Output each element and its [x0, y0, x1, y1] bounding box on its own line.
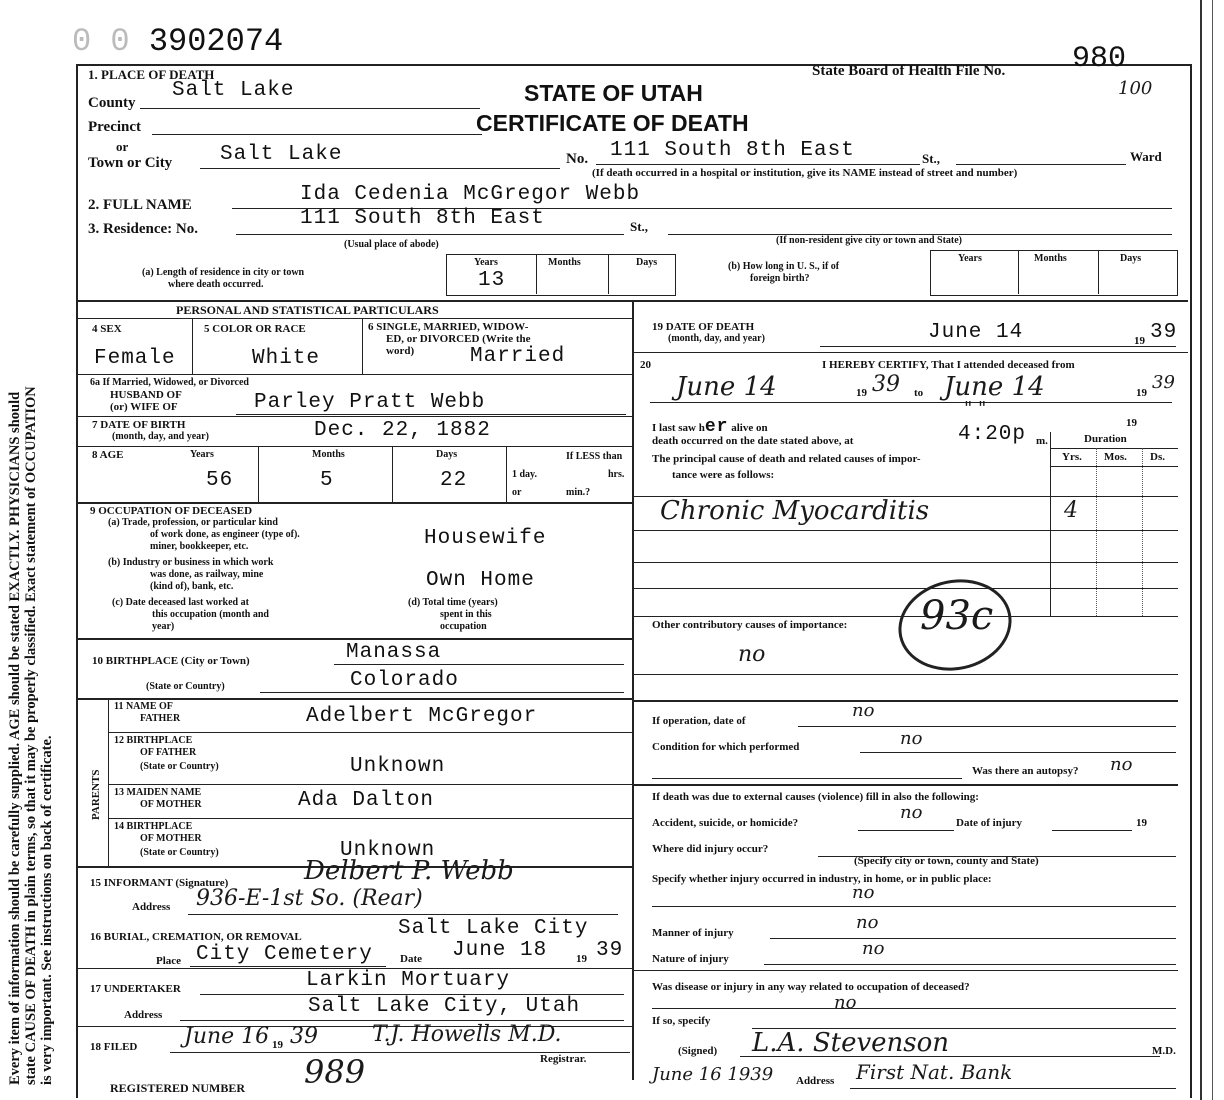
- injury-date-year-prefix: 19: [1136, 817, 1147, 829]
- age-less-a: If LESS than: [566, 451, 623, 462]
- injury-where-note: (Specify city or town, county and State): [854, 855, 1039, 867]
- manner-label: Manner of injury: [652, 927, 734, 939]
- precinct-label: Precinct: [88, 119, 142, 135]
- accident-value: no: [900, 802, 923, 823]
- fbp-label-b: OF FATHER: [140, 747, 197, 758]
- birthplace-state: Colorado: [350, 669, 459, 692]
- nature-value: no: [862, 938, 885, 959]
- duration-header: Duration: [1084, 433, 1127, 445]
- full-name-label: 2. FULL NAME: [88, 197, 192, 213]
- age-months-header: Months: [312, 449, 345, 460]
- usual-abode-note: (Usual place of abode): [344, 239, 439, 250]
- attended-from-year-prefix: 19: [856, 387, 867, 399]
- file-no-label: State Board of Health File No.: [812, 63, 1006, 79]
- birth-date-label-a: 7 DATE OF BIRTH: [92, 419, 186, 431]
- specify-label: If so, specify: [652, 1015, 711, 1027]
- spouse-label-b: HUSBAND OF: [110, 389, 182, 401]
- fbp-label-c: (State or Country): [140, 761, 219, 772]
- occ-b1: (b) Industry or business in which work: [108, 557, 274, 568]
- occ-b2: was done, as railway, mine: [150, 569, 264, 580]
- ward-label: Ward: [1130, 149, 1162, 164]
- mother-label-a: 13 MAIDEN NAME: [114, 787, 202, 798]
- age-years-value: 56: [206, 469, 234, 492]
- death-time-suffix: m.: [1036, 435, 1048, 447]
- occ-c1: (c) Date deceased last worked at: [112, 597, 249, 608]
- duration-ds-header: Ds.: [1150, 451, 1165, 463]
- age-label: 8 AGE: [92, 449, 124, 461]
- residence-value: 111 South 8th East: [300, 207, 545, 230]
- mbp-label-a: 14 BIRTHPLACE: [114, 821, 193, 832]
- occ-d2: spent in this: [440, 609, 492, 620]
- occ-c2: this occupation (month and: [152, 609, 269, 620]
- town-value: Salt Lake: [220, 143, 343, 166]
- occ-a2: of work done, as engineer (type of).: [150, 529, 300, 540]
- cause-label-b: tance were as follows:: [672, 469, 775, 481]
- birthplace-state-label: (State or Country): [146, 681, 225, 692]
- death-date-label-a: 19 DATE OF DEATH: [652, 321, 755, 333]
- death-year-prefix: 19: [1134, 335, 1145, 347]
- full-name-value: Ida Cedenia McGregor Webb: [300, 183, 641, 206]
- principal-cause: Chronic Myocarditis: [660, 496, 930, 526]
- last-saw-year-prefix: 19: [1126, 417, 1137, 429]
- death-occurred-label: death occurred on the date stated above, at: [652, 435, 854, 447]
- occupation-label: 9 OCCUPATION OF DECEASED: [90, 505, 253, 517]
- parents-side-label: PARENTS: [90, 769, 102, 820]
- death-date-value: June 14: [928, 321, 1024, 344]
- birthplace-label: 10 BIRTHPLACE (City or Town): [92, 655, 250, 667]
- physician-signature: L.A. Stevenson: [752, 1028, 950, 1058]
- operation-label: If operation, date of: [652, 715, 746, 727]
- injury-where-label: Where did injury occur?: [652, 843, 769, 855]
- operation-value: no: [852, 700, 875, 721]
- certify-number: 20: [640, 359, 651, 371]
- autopsy-label: Was there an autopsy?: [972, 765, 1079, 777]
- registrar-label: Registrar.: [540, 1053, 587, 1065]
- undertaker-address-label: Address: [124, 1009, 163, 1021]
- st-label: St.,: [922, 151, 941, 166]
- fbp-value: Unknown: [350, 755, 446, 778]
- us-residence-label-a: (b) How long in U. S., if of: [728, 261, 840, 272]
- occupation-industry: Own Home: [426, 569, 535, 592]
- nature-label: Nature of injury: [652, 953, 729, 965]
- attended-to-year-prefix: 19: [1136, 387, 1147, 399]
- undertaker-label: 17 UNDERTAKER: [90, 983, 181, 995]
- occ-d1: (d) Total time (years): [408, 597, 498, 608]
- fbp-label-a: 12 BIRTHPLACE: [114, 735, 193, 746]
- us-months-header: Months: [1034, 253, 1067, 264]
- occupation-related-label: Was disease or injury in any way related to occupation of deceased?: [652, 981, 970, 993]
- condition-value: no: [900, 728, 923, 749]
- mbp-value: Unknown: [340, 839, 436, 862]
- color-label: 5 COLOR OR RACE: [204, 323, 306, 335]
- burial-date: June 18: [452, 939, 548, 962]
- external-causes-label: If death was due to external causes (violence) fill in also the following:: [652, 791, 979, 803]
- other-causes-value: no: [738, 642, 766, 667]
- occ-a3: miner, bookkeeper, etc.: [150, 541, 249, 552]
- age-days-header: Days: [436, 449, 458, 460]
- certify-text: I HEREBY CERTIFY, That I attended deceased from: [822, 359, 1075, 371]
- us-residence-label-b: foreign birth?: [750, 273, 810, 284]
- age-days-value: 22: [440, 469, 468, 492]
- sex-value: Female: [94, 347, 176, 370]
- marital-label-b: ED, or DIVORCED (Write the: [386, 333, 531, 345]
- age-years-header: Years: [190, 449, 214, 460]
- residence-length-label-a: (a) Length of residence in city or town: [142, 267, 305, 278]
- occ-c3: year): [152, 621, 175, 632]
- injury-date-label: Date of injury: [956, 817, 1022, 829]
- attended-to-year: 39: [1152, 372, 1175, 393]
- burial-city: Salt Lake City: [398, 917, 589, 940]
- us-days-header: Days: [1120, 253, 1142, 264]
- age-months-value: 5: [320, 469, 334, 492]
- occupation-trade: Housewife: [424, 527, 547, 550]
- cause-label-a: The principal cause of death and related causes of impor-: [652, 453, 921, 465]
- father-value: Adelbert McGregor: [306, 705, 538, 728]
- section-heading: PERSONAL AND STATISTICAL PARTICULARS: [176, 303, 439, 317]
- father-label-b: FATHER: [140, 713, 181, 724]
- physician-address-label: Address: [796, 1075, 835, 1087]
- burial-date-label: Date: [400, 953, 422, 965]
- county-value: Salt Lake: [172, 79, 295, 102]
- registered-number-label: REGISTERED NUMBER: [110, 1081, 246, 1095]
- no-label: No.: [566, 151, 589, 167]
- age-less-e: min.?: [566, 487, 591, 498]
- sex-label: 4 SEX: [92, 323, 122, 335]
- filed-year-prefix: 19: [272, 1039, 283, 1051]
- nonresident-note: (If non-resident give city or town and State): [776, 235, 963, 246]
- marital-label-c: word): [386, 345, 415, 357]
- birth-date-value: Dec. 22, 1882: [314, 419, 491, 442]
- death-time: 4:20p: [958, 423, 1027, 446]
- title-state: STATE OF UTAH: [524, 80, 703, 106]
- filed-date: June 16: [184, 1024, 270, 1049]
- accident-label: Accident, suicide, or homicide?: [652, 817, 799, 829]
- classification-code: 93c: [920, 593, 994, 639]
- autopsy-value: no: [1110, 754, 1133, 775]
- duration-mos-header: Mos.: [1104, 451, 1127, 463]
- mother-value: Ada Dalton: [298, 789, 435, 812]
- burial-year: 39: [596, 939, 624, 962]
- mbp-label-c: (State or Country): [140, 847, 219, 858]
- marital-label-a: 6 SINGLE, MARRIED, WIDOW-: [368, 321, 529, 333]
- attended-from-year: 39: [872, 372, 900, 397]
- burial-place: City Cemetery: [196, 943, 373, 966]
- registered-number-value: 989: [304, 1053, 366, 1091]
- occupation-related-value: no: [834, 992, 857, 1013]
- filed-label: 18 FILED: [90, 1041, 138, 1053]
- burial-label: 16 BURIAL, CREMATION, OR REMOVAL: [90, 931, 302, 943]
- hospital-note: (If death occurred in a hospital or institution, give its NAME instead of street and number): [592, 167, 1018, 179]
- town-label: Town or City: [88, 155, 173, 171]
- burial-year-prefix: 19: [576, 953, 587, 965]
- birth-date-label-b: (month, day, and year): [112, 431, 209, 442]
- last-saw-label: I last saw her alive on: [652, 417, 768, 437]
- other-causes-label: Other contributory causes of importance:: [652, 619, 848, 631]
- title-certificate: CERTIFICATE OF DEATH: [476, 110, 749, 136]
- injury-industry-label: Specify whether injury occurred in industry, in home, or in public place:: [652, 873, 992, 885]
- address-value: 111 South 8th East: [610, 139, 855, 162]
- undertaker-address: Salt Lake City, Utah: [308, 995, 581, 1018]
- signed-date: June 16 1939: [652, 1064, 774, 1085]
- mbp-label-b: OF MOTHER: [140, 833, 202, 844]
- residence-years-value: 13: [478, 269, 506, 292]
- spouse-label-c: (or) WIFE OF: [110, 401, 178, 413]
- color-value: White: [252, 347, 321, 370]
- attended-to-label: to: [914, 387, 924, 399]
- father-label-a: 11 NAME OF: [114, 701, 173, 712]
- injury-industry-value: no: [852, 882, 875, 903]
- file-no-note: 100: [1118, 78, 1153, 99]
- residence-st: St.,: [630, 219, 649, 234]
- registrar-signature: T.J. Howells M.D.: [372, 1022, 562, 1047]
- residence-days-header: Days: [636, 257, 658, 268]
- undertaker-name: Larkin Mortuary: [306, 969, 511, 992]
- side-instructions: Every item of information should be carefully supplied. AGE should be stated EXACTLY. PHYSICIANS should state CAUSE OF DEATH in plain terms, so that it may be properly classified. Exact statement of OCCUPATION is very important. See instructions on back of certificate.: [7, 386, 55, 1085]
- spouse-value: Parley Pratt Webb: [254, 391, 486, 414]
- informant-address-label: Address: [132, 901, 171, 913]
- mother-label-b: OF MOTHER: [140, 799, 202, 810]
- us-years-header: Years: [958, 253, 982, 264]
- age-less-c: hrs.: [608, 469, 625, 480]
- residence-months-header: Months: [548, 257, 581, 268]
- death-year: 39: [1150, 321, 1178, 344]
- age-less-b: 1 day.: [512, 469, 538, 480]
- duration-yrs-header: Yrs.: [1062, 451, 1082, 463]
- county-label: County: [88, 95, 136, 111]
- age-less-d: or: [512, 487, 522, 498]
- spouse-label-a: 6a If Married, Widowed, or Divorced: [90, 377, 249, 388]
- occ-a1: (a) Trade, profession, or particular kind: [108, 517, 278, 528]
- place-head: 1. PLACE OF DEATH: [88, 67, 215, 82]
- residence-label: 3. Residence: No.: [88, 221, 198, 237]
- occ-d3: occupation: [440, 621, 487, 632]
- last-saw-ditto: " ": [964, 398, 987, 419]
- burial-place-label: Place: [156, 955, 182, 967]
- physician-address: First Nat. Bank: [856, 1060, 1013, 1084]
- principal-cause-years: 4: [1064, 498, 1078, 523]
- filed-year: 39: [290, 1024, 318, 1049]
- attended-from: June 14: [676, 372, 777, 402]
- md-label: M.D.: [1152, 1045, 1176, 1057]
- death-date-label-b: (month, day, and year): [668, 333, 765, 344]
- occ-b3: (kind of), bank, etc.: [150, 581, 234, 592]
- manner-value: no: [856, 912, 879, 933]
- informant-label: 15 INFORMANT (Signature): [90, 877, 229, 889]
- residence-years-header: Years: [474, 257, 498, 268]
- condition-label: Condition for which performed: [652, 741, 800, 753]
- or-label: or: [116, 139, 129, 154]
- informant-signature: Delbert P. Webb: [304, 856, 514, 886]
- signed-label: (Signed): [678, 1045, 718, 1057]
- marital-value: Married: [470, 345, 566, 368]
- serial-number: 0 0 3902074: [72, 23, 284, 60]
- residence-length-label-b: where death occurred.: [168, 279, 264, 290]
- attended-to: June 14: [944, 372, 1045, 402]
- birthplace-city: Manassa: [346, 641, 442, 664]
- informant-address: 936-E-1st So. (Rear): [196, 886, 423, 911]
- file-no-value: 980: [1072, 42, 1127, 76]
